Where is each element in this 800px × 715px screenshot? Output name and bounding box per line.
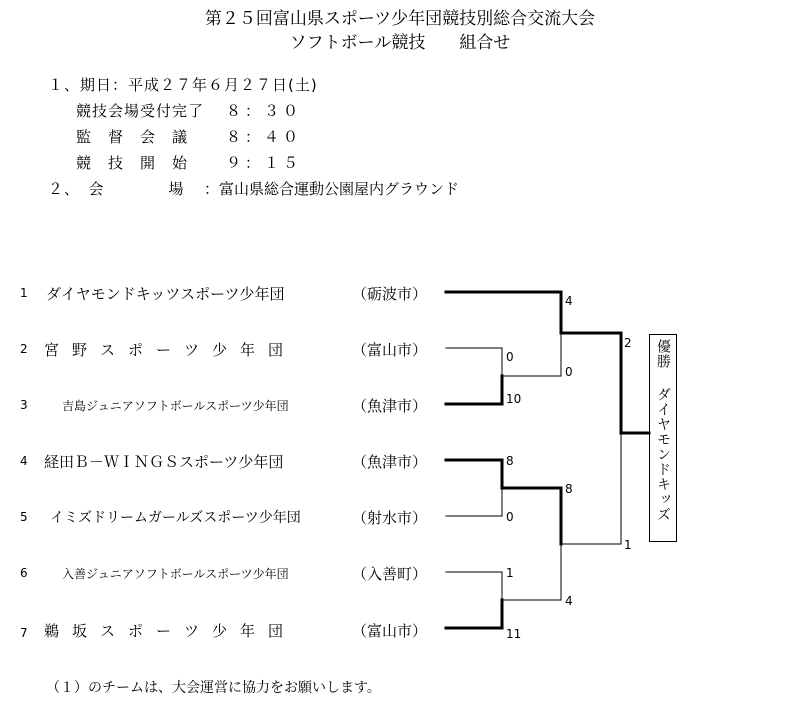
score-sf1-top: 4 xyxy=(565,294,573,308)
bracket-line-t6 xyxy=(446,572,502,600)
bracket-line-t7 xyxy=(446,600,502,628)
score-final-top: 2 xyxy=(624,336,632,350)
page-title: 第２５回富山県スポーツ少年団競技別総合交流大会 xyxy=(204,9,596,29)
bracket-line-t3 xyxy=(446,376,502,404)
team-number: 3 xyxy=(20,398,28,412)
team-name: 入善ジュニアソフトボールスポーツ少年団 xyxy=(62,567,289,581)
winner-label: 優勝 xyxy=(655,339,671,369)
team-city: （富山市） xyxy=(352,622,428,640)
bracket-line-t1 xyxy=(446,292,561,333)
score-r1-team7: 11 xyxy=(506,627,522,641)
winner-name: ダイヤモンドキッズ xyxy=(655,387,671,522)
footer-note: （１）のチームは、大会運営に協力をお願いします。 xyxy=(46,680,381,696)
team-number: 1 xyxy=(20,286,28,300)
info-start-time: ９：１５ xyxy=(226,154,303,172)
team-number: 2 xyxy=(20,342,28,356)
team-number: 6 xyxy=(20,566,28,580)
team-name: イミズドリームガールズスポーツ少年団 xyxy=(50,510,301,526)
score-sf2-top: 8 xyxy=(565,482,573,496)
team-name: ダイヤモンドキッツスポーツ少年団 xyxy=(46,285,285,303)
team-city: （砺波市） xyxy=(352,285,428,303)
score-r1-team6: 1 xyxy=(506,566,514,580)
team-city: （入善町） xyxy=(352,565,428,583)
winner-box xyxy=(649,334,677,542)
team-name: 鵜 坂 ス ポ ー ツ 少 年 団 xyxy=(44,622,283,640)
bracket-line-sf1-out xyxy=(561,333,621,433)
info-venue-label: ２、 会 場 xyxy=(48,180,185,198)
info-venue-value: ：富山県総合運動公園屋内グラウンド xyxy=(204,180,460,198)
score-r1-team3: 10 xyxy=(506,392,522,406)
info-checkin-label: 競技会場受付完了 xyxy=(76,102,205,120)
team-city: （魚津市） xyxy=(352,397,428,415)
bracket-line-t4 xyxy=(446,460,502,488)
info-meeting-label: 監 督 会 議 xyxy=(76,128,189,146)
info-checkin-time: ８：３０ xyxy=(226,102,303,120)
info-date: １、期日：平成２７年６月２７日(土) xyxy=(48,76,318,94)
score-r1-team2: 0 xyxy=(506,350,514,364)
team-city: （富山市） xyxy=(352,341,428,359)
bracket-line-t5 xyxy=(446,488,502,516)
team-number: 5 xyxy=(20,510,28,524)
team-name: 経田Ｂ－ＷＩＮＧＳスポーツ少年団 xyxy=(44,453,284,471)
team-number: 4 xyxy=(20,454,28,468)
score-sf1-bottom: 0 xyxy=(565,365,573,379)
score-r1-team4: 8 xyxy=(506,454,514,468)
info-meeting-time: ８：４０ xyxy=(226,128,303,146)
team-number: 7 xyxy=(20,626,28,640)
bracket-line-t2 xyxy=(446,348,502,376)
team-name: 吉島ジュニアソフトボールスポーツ少年団 xyxy=(62,399,289,413)
score-r1-team5: 0 xyxy=(506,510,514,524)
page-subtitle: ソフトボール競技 組合せ xyxy=(289,33,511,53)
score-sf2-bottom: 4 xyxy=(565,594,573,608)
score-final-bottom: 1 xyxy=(624,538,632,552)
info-start-label: 競 技 開 始 xyxy=(76,154,189,172)
team-city: （射水市） xyxy=(352,509,428,527)
team-city: （魚津市） xyxy=(352,453,428,471)
team-name: 宮 野 ス ポ ー ツ 少 年 団 xyxy=(44,341,283,359)
